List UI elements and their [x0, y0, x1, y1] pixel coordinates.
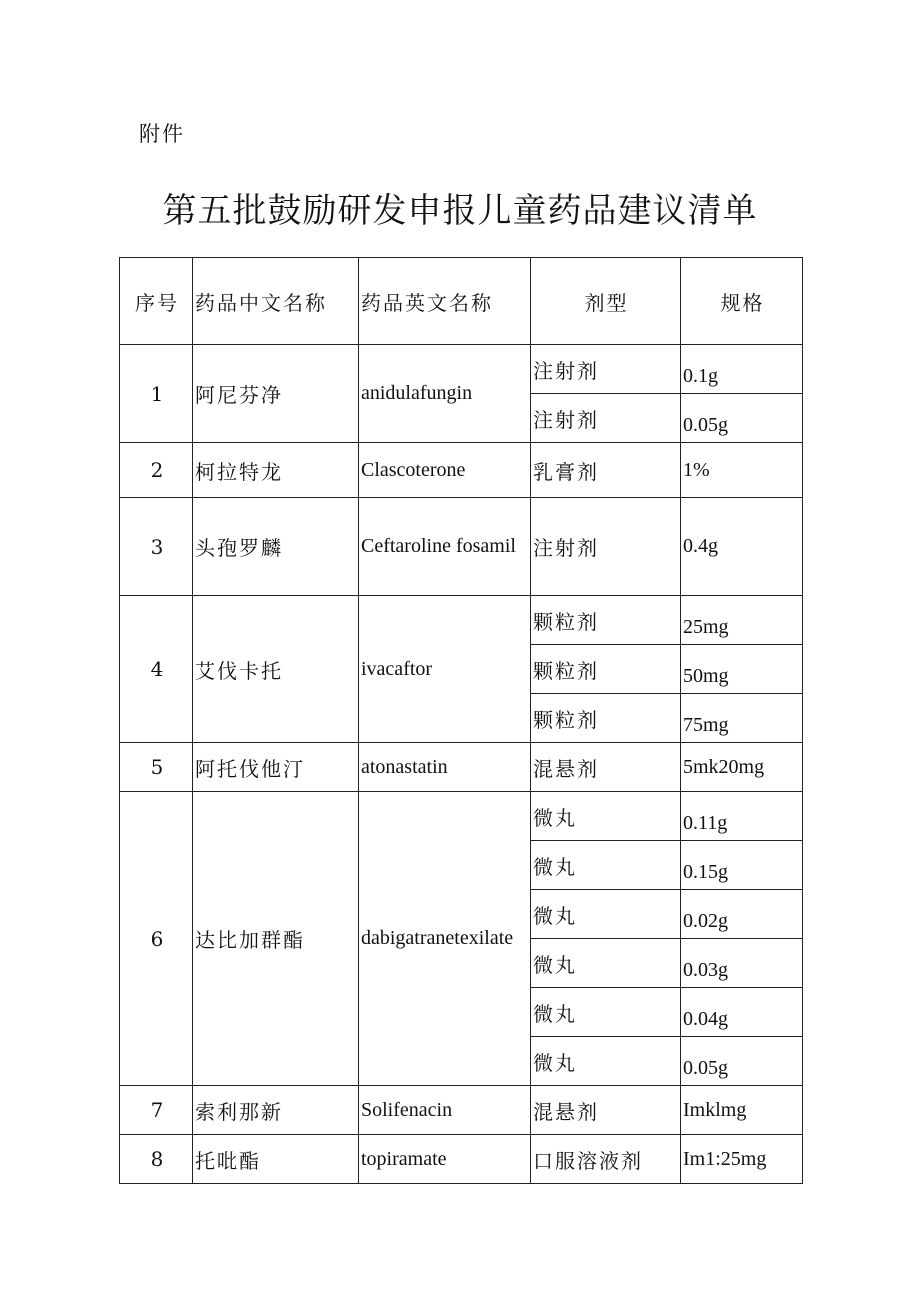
drug-en-name: Solifenacin — [359, 1086, 531, 1135]
drug-no: 8 — [120, 1135, 193, 1184]
drug-cn-name: 阿托伐他汀 — [193, 743, 359, 792]
drug-form: 颗粒剂 — [531, 645, 681, 694]
header-cn-name: 药品中文名称 — [193, 258, 359, 345]
drug-form: 乳膏剂 — [531, 443, 681, 498]
drug-spec: 50mg — [681, 645, 803, 694]
attachment-label: 附件 — [139, 122, 185, 146]
table-header-row — [120, 258, 803, 345]
drug-form: 混悬剂 — [531, 1086, 681, 1135]
drug-no: 7 — [120, 1086, 193, 1135]
drug-en-name: atonastatin — [359, 743, 531, 792]
header-form: 剂型 — [531, 258, 681, 345]
drug-cn-name: 阿尼芬净 — [193, 345, 359, 443]
drug-form: 微丸 — [531, 841, 681, 890]
header-en-name: 药品英文名称 — [359, 258, 531, 345]
drug-spec: Im1:25mg — [681, 1135, 803, 1184]
drug-cn-name: 托吡酯 — [193, 1135, 359, 1184]
drug-no: 5 — [120, 743, 193, 792]
drug-spec: 0.1g — [681, 345, 803, 394]
drug-no: 4 — [120, 596, 193, 743]
drug-spec: 0.04g — [681, 988, 803, 1037]
drug-en-name: dabigatranetexilate — [359, 792, 531, 1086]
table-row — [120, 792, 803, 841]
drug-spec: 0.03g — [681, 939, 803, 988]
table-row — [120, 498, 803, 596]
drug-cn-name: 索利那新 — [193, 1086, 359, 1135]
drug-form: 口服溶液剂 — [531, 1135, 681, 1184]
drug-spec: 5mk20mg — [681, 743, 803, 792]
table-row — [120, 1086, 803, 1135]
drug-form: 混悬剂 — [531, 743, 681, 792]
drug-en-name: topiramate — [359, 1135, 531, 1184]
drug-spec: 25mg — [681, 596, 803, 645]
drug-spec: 0.02g — [681, 890, 803, 939]
drug-cn-name: 柯拉特龙 — [193, 443, 359, 498]
drug-form: 颗粒剂 — [531, 596, 681, 645]
drug-spec: 75mg — [681, 694, 803, 743]
drug-cn-name: 达比加群酯 — [193, 792, 359, 1086]
drug-spec: 0.4g — [681, 498, 803, 596]
drug-form: 注射剂 — [531, 345, 681, 394]
table-row — [120, 443, 803, 498]
document-title: 第五批鼓励研发申报儿童药品建议清单 — [162, 191, 758, 231]
table-row — [120, 345, 803, 394]
table-row — [120, 743, 803, 792]
drug-spec: Imklmg — [681, 1086, 803, 1135]
drug-list-table — [119, 257, 803, 1184]
drug-no: 3 — [120, 498, 193, 596]
header-no: 序号 — [120, 258, 193, 345]
drug-form: 微丸 — [531, 939, 681, 988]
drug-form: 微丸 — [531, 1037, 681, 1086]
header-spec: 规格 — [681, 258, 803, 345]
drug-cn-name: 头孢罗麟 — [193, 498, 359, 596]
drug-cn-name: 艾伐卡托 — [193, 596, 359, 743]
drug-form: 微丸 — [531, 988, 681, 1037]
drug-en-name: anidulafungin — [359, 345, 531, 443]
drug-en-name: Clascoterone — [359, 443, 531, 498]
drug-spec: 1% — [681, 443, 803, 498]
drug-form: 微丸 — [531, 890, 681, 939]
table-row — [120, 1135, 803, 1184]
drug-form: 颗粒剂 — [531, 694, 681, 743]
table-row — [120, 596, 803, 645]
drug-en-name: Ceftaroline fosamil — [359, 498, 531, 596]
drug-spec: 0.11g — [681, 792, 803, 841]
drug-en-name: ivacaftor — [359, 596, 531, 743]
drug-spec: 0.05g — [681, 394, 803, 443]
drug-spec: 0.05g — [681, 1037, 803, 1086]
drug-spec: 0.15g — [681, 841, 803, 890]
drug-no: 6 — [120, 792, 193, 1086]
drug-form: 微丸 — [531, 792, 681, 841]
drug-form: 注射剂 — [531, 498, 681, 596]
drug-no: 2 — [120, 443, 193, 498]
drug-form: 注射剂 — [531, 394, 681, 443]
drug-no: 1 — [120, 345, 193, 443]
